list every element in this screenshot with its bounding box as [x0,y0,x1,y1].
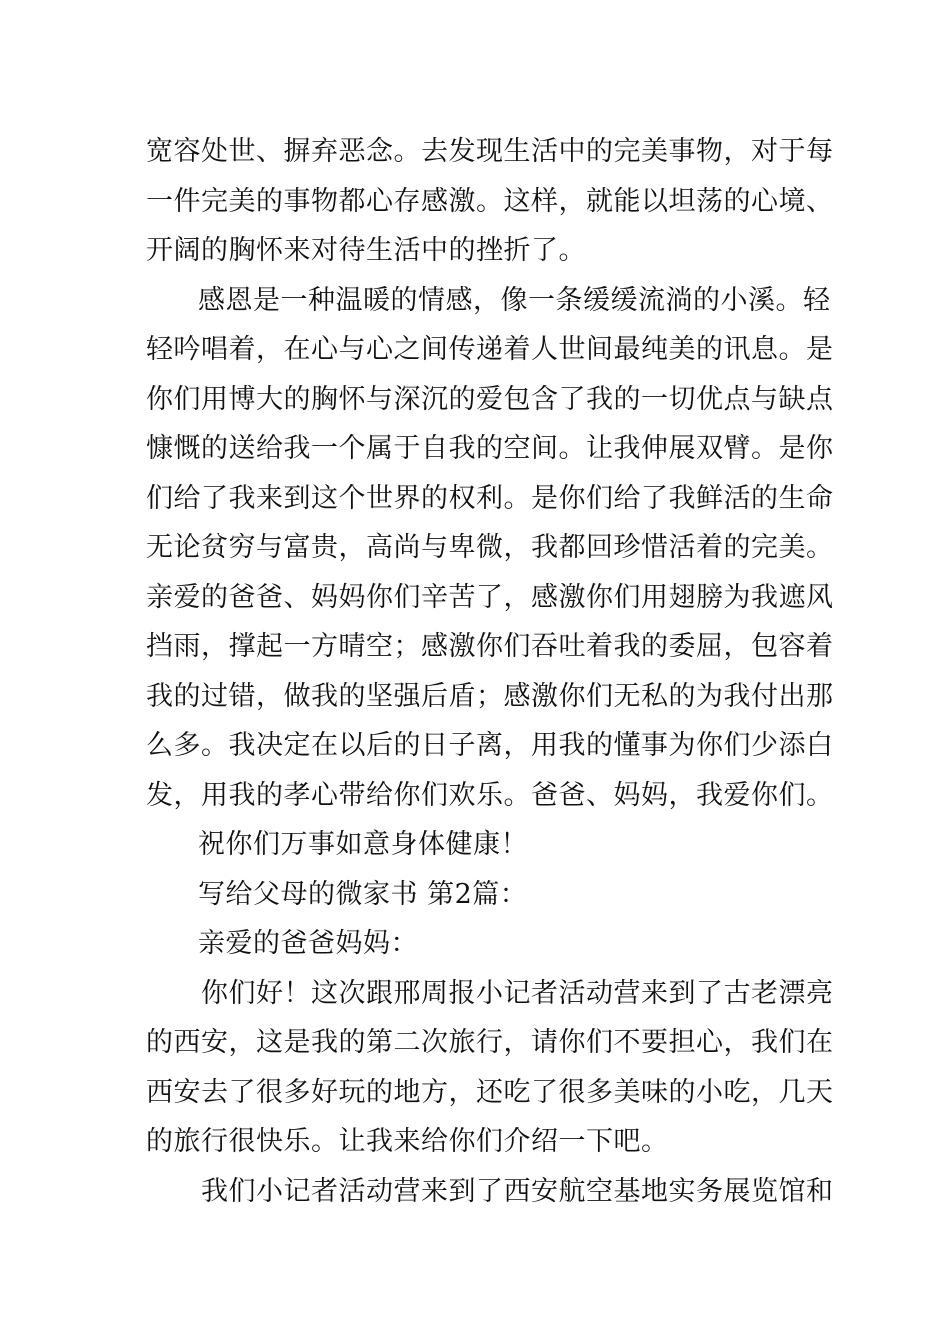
text-line: 的旅行很快乐。让我来给你们介绍一下吧。 [146,1126,669,1157]
text-line: 的西安，这是我的第二次旅行，请你们不要担心，我们在 [146,1027,834,1058]
section-heading: 写给父母的微家书 第2篇： [198,879,528,910]
text-line: 无论贫穷与富贵，高尚与卑微，我都回珍惜活着的完美。 [146,532,834,563]
salutation-line: 亲爱的爸爸妈妈： [198,928,418,959]
text-line: 一件完美的事物都心存感激。这样，就能以坦荡的心境、 [146,186,834,217]
greeting-line: 祝你们万事如意身体健康！ [198,829,528,860]
text-line: 么多。我决定在以后的日子离，用我的懂事为你们少添白 [146,730,834,761]
text-line: 轻吟唱着，在心与心之间传递着人世间最纯美的讯息。是 [146,334,834,365]
text-line: 宽容处世、摒弃恶念。去发现生活中的完美事物，对于每 [146,136,834,167]
text-line: 我的过错，做我的坚强后盾；感激你们无私的为我付出那 [146,681,834,712]
text-line: 慷慨的送给我一个属于自我的空间。让我伸展双臂。是你 [146,433,834,464]
paragraph-start-line: 我们小记者活动营来到了西安航空基地实务展览馆和 [201,1176,834,1207]
text-line: 亲爱的爸爸、妈妈你们辛苦了，感激你们用翅膀为我遮风 [146,582,834,613]
text-line: 们给了我来到这个世界的权利。是你们给了我鲜活的生命 [146,483,834,514]
text-line: 你们用博大的胸怀与深沉的爱包含了我的一切优点与缺点 [146,384,834,415]
text-line: 开阔的胸怀来对待生活中的挫折了。 [146,235,586,266]
text-line: 挡雨，撑起一方晴空；感激你们吞吐着我的委屈，包容着 [146,631,834,662]
paragraph-start-line: 你们好！这次跟邢周报小记者活动营来到了古老漂亮 [201,978,834,1009]
text-line: 发，用我的孝心带给你们欢乐。爸爸、妈妈，我爱你们。 [146,780,834,811]
text-line: 西安去了很多好玩的地方，还吃了很多美味的小吃，几天 [146,1077,834,1108]
paragraph-start-line: 感恩是一种温暖的情感，像一条缓缓流淌的小溪。轻 [198,285,831,316]
